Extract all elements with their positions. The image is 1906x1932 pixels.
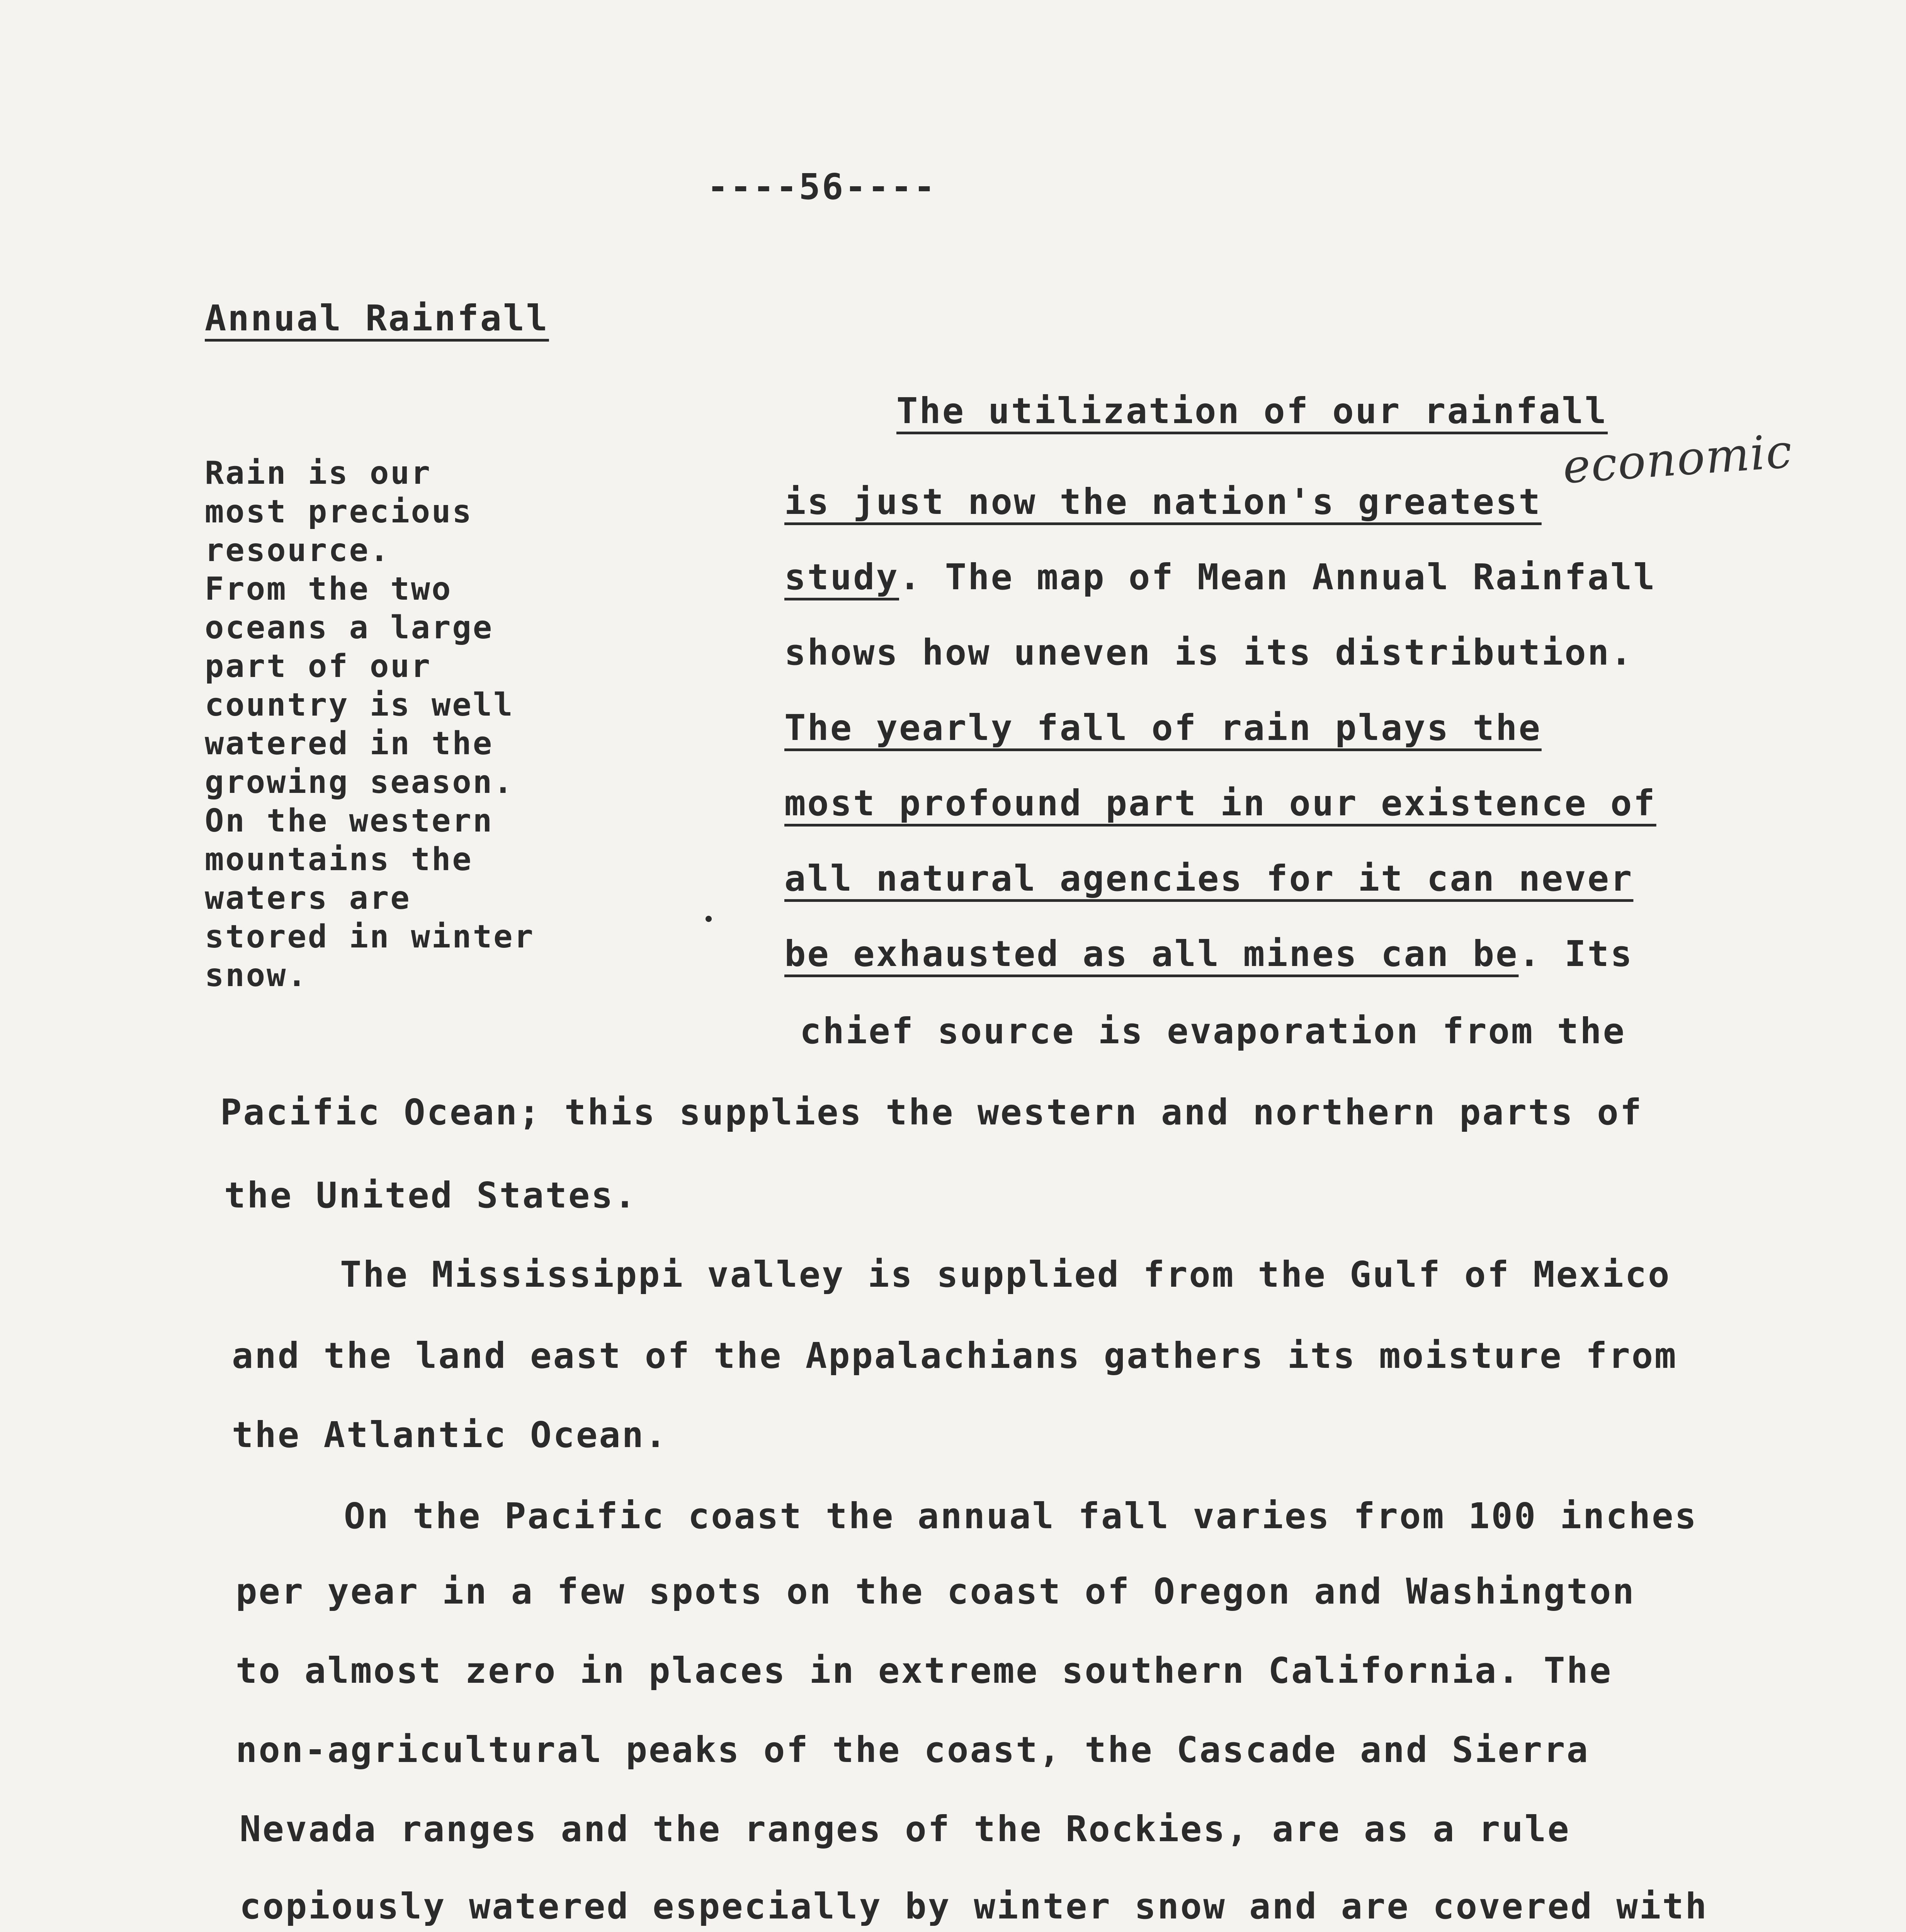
body-line: and the land east of the Appalachians gathers its moisture from — [232, 1335, 1678, 1376]
body-text: . Its — [1518, 933, 1634, 975]
page-number: ----56---- — [707, 166, 937, 207]
margin-note-line: waters are — [205, 880, 411, 917]
margin-note — [205, 454, 535, 995]
body-line: The utilization of our rainfall — [896, 390, 1608, 432]
handwritten-insertion: economic — [1561, 424, 1794, 494]
body-line: the Atlantic Ocean. — [232, 1414, 668, 1456]
stray-dot-mark — [706, 916, 712, 922]
body-line: chief source is evaporation from the — [800, 1010, 1626, 1052]
margin-note-line: country is well — [205, 687, 514, 723]
underlined-text: be exhausted as all mines can be — [784, 933, 1519, 975]
margin-note-line: Rain is our — [205, 455, 432, 492]
body-line — [784, 933, 1633, 975]
body-line: On the Pacific coast the annual fall varies from 100 inches — [344, 1495, 1698, 1537]
margin-note-line: On the western — [205, 803, 494, 839]
margin-note-line: growing season. — [205, 764, 514, 801]
margin-note-line: From the two — [205, 571, 452, 607]
margin-note-line: most precious — [205, 493, 473, 530]
body-line — [784, 556, 1656, 598]
section-heading: Annual Rainfall — [205, 298, 549, 339]
body-line: Pacific Ocean; this supplies the western and northern parts of — [220, 1092, 1643, 1133]
body-line: shows how uneven is its distribution. — [784, 632, 1634, 673]
body-line: non-agricultural peaks of the coast, the Cascade and Sierra — [236, 1729, 1590, 1770]
underlined-text: study — [784, 556, 899, 598]
body-line: to almost zero in places in extreme southern California. The — [236, 1650, 1613, 1691]
body-line: the United States. — [224, 1175, 637, 1216]
body-line: per year in a few spots on the coast of Oregon and Washington — [236, 1571, 1636, 1612]
body-line: copiously watered especially by winter snow and are covered with — [240, 1886, 1708, 1927]
body-line: all natural agencies for it can never — [784, 858, 1634, 899]
margin-note-line: snow. — [205, 957, 308, 994]
body-line: is just now the nation's greatest — [784, 481, 1542, 522]
margin-note-line: part of our — [205, 648, 432, 685]
body-line: most profound part in our existence of — [784, 782, 1656, 824]
body-line: The yearly fall of rain plays the — [784, 707, 1542, 748]
body-line: The Mississippi valley is supplied from the Gulf of Mexico — [340, 1254, 1671, 1295]
body-line: Nevada ranges and the ranges of the Rockies, are as a rule — [240, 1808, 1571, 1850]
margin-note-line: resource. — [205, 532, 391, 569]
margin-note-line: stored in winter — [205, 918, 535, 955]
margin-note-line: oceans a large — [205, 609, 494, 646]
body-text: . The map of Mean Annual Rainfall — [899, 556, 1656, 598]
margin-note-line: watered in the — [205, 725, 494, 762]
margin-note-line: mountains the — [205, 841, 473, 878]
